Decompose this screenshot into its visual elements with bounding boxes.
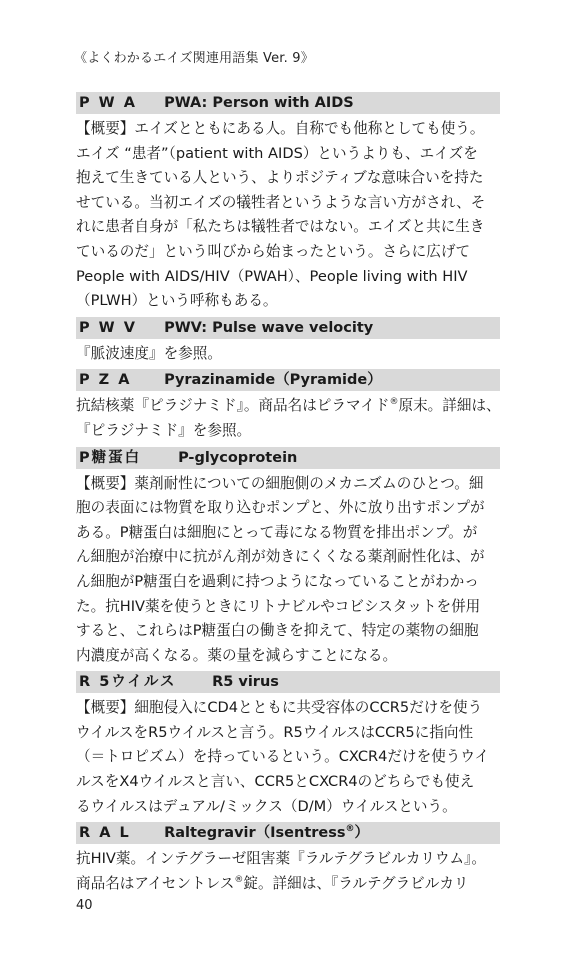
- term-header: [76, 671, 500, 693]
- text-line: 抗HIV薬。インテグラーゼ阻害薬『ラルテグラビルカリウム』。: [76, 850, 486, 868]
- text-segment: 錠。詳細は、『ラルテグラビルカリ: [243, 874, 469, 892]
- term-description: [76, 117, 500, 314]
- text-line: 胞の表面には物質を取り込むポンプと、外に放り出すポンプが: [76, 499, 485, 517]
- text-segment: ）: [354, 825, 369, 842]
- registered-mark: ®: [389, 397, 399, 408]
- text-line: ルスをX4ウイルスと言い、CCR5とCXCR4のどちらでも使え: [76, 773, 475, 791]
- text-line: [76, 872, 500, 897]
- term-header: [76, 447, 500, 469]
- text-line: ん細胞が治療中に抗がん剤が効きにくくなる薬剤耐性化は、が: [76, 548, 485, 566]
- text-line: せている。当初エイズの犠牲者というような言い方がされ、そ: [76, 193, 486, 211]
- term-abbreviation: R A L: [79, 825, 131, 842]
- text-line: ん細胞がP糖蛋白を過剰に持つようになっていることがわかっ: [76, 572, 479, 590]
- term-english: [164, 822, 369, 844]
- glossary-content: [76, 90, 500, 899]
- term-description: [76, 847, 500, 896]
- text-line: れに患者自身が「私たちは犠牲者ではない。エイズと共に生き: [76, 218, 485, 236]
- registered-mark: ®: [345, 824, 355, 835]
- book-title: 《よくわかるエイズ関連用語集 Ver. 9》: [74, 51, 314, 66]
- term-abbreviation: P糖蛋白: [79, 449, 142, 466]
- text-segment: 商品名はアイセントレス: [76, 874, 235, 892]
- text-line: ある。P糖蛋白は細胞にとって毒になる物質を排出ポンプ。が: [76, 523, 478, 541]
- text-line: すると、これらはP糖蛋白の働きを抑えて、特定の薬物の細胞: [76, 622, 479, 640]
- entry-pwv: [76, 317, 500, 367]
- text-segment: Raltegravir（Isentress: [164, 825, 346, 842]
- entry-r5-virus: [76, 671, 500, 819]
- text-line: ウイルスをR5ウイルスと言う。R5ウイルスはCCR5に指向性: [76, 723, 474, 741]
- term-header: [76, 822, 500, 844]
- entry-pza: [76, 369, 500, 443]
- term-header: [76, 369, 500, 391]
- entry-ral: [76, 822, 500, 896]
- text-line: （PLWH）という呼称もある。: [76, 292, 278, 310]
- term-abbreviation: P W V: [79, 319, 137, 336]
- text-line: 抱えて生きている人という、よりポジティブな意味合いを持た: [76, 169, 484, 187]
- term-abbreviation: P Z A: [79, 372, 132, 389]
- term-description: [76, 394, 500, 443]
- page-number: 40: [76, 898, 93, 913]
- text-line: 【概要】エイズとともにある人。自称でも他称としても使う。: [76, 120, 485, 137]
- entry-p-glycoprotein: [76, 447, 500, 669]
- text-line: 『脈波速度』を参照。: [76, 344, 222, 362]
- term-english: PWV: Pulse wave velocity: [164, 319, 374, 336]
- term-description: [76, 342, 500, 367]
- text-line: 【概要】薬剤耐性についての細胞側のメカニズムのひとつ。細: [76, 474, 484, 492]
- term-english: R5 virus: [212, 674, 279, 691]
- text-line: [76, 394, 500, 419]
- term-abbreviation: R 5ウイルス: [79, 674, 177, 691]
- text-line: た。抗HIV薬を使うときにリトナビルやコビシスタットを併用: [76, 597, 481, 615]
- term-abbreviation: P W A: [79, 95, 137, 111]
- text-segment: 抗結核薬『ピラジナミド』。商品名はピラマイド: [76, 397, 390, 415]
- term-english: PWA: Person with AIDS: [164, 95, 354, 111]
- registered-mark: ®: [234, 874, 244, 885]
- term-english: P-glycoprotein: [178, 449, 298, 466]
- text-line: るウイルスはデュアル/ミックス（D/M）ウイルスという。: [76, 797, 457, 815]
- term-english: Pyrazinamide（Pyramide）: [164, 372, 382, 389]
- text-line: （＝トロピズム）を持っているという。CXCR4だけを使うウイ: [76, 748, 490, 766]
- text-line: 『ピラジナミド』を参照。: [76, 421, 252, 439]
- term-header: [76, 92, 500, 114]
- text-line: ているのだ」という叫びから始まったという。さらに広げて: [76, 242, 471, 260]
- text-line: 内濃度が高くなる。薬の量を減らすことになる。: [76, 646, 398, 664]
- text-segment: 原末。詳細は、: [398, 397, 501, 415]
- text-line: 【概要】細胞侵入にCD4とともに共受容体のCCR5だけを使う: [76, 699, 483, 717]
- text-line: People with AIDS/HIV（PWAH）、People living with HIV: [76, 267, 468, 285]
- term-header: [76, 317, 500, 339]
- term-description: [76, 472, 500, 669]
- entry-pwa: [76, 92, 500, 314]
- text-line: エイズ “患者”（patient with AIDS）というよりも、エイズを: [76, 144, 478, 162]
- term-description: [76, 696, 500, 819]
